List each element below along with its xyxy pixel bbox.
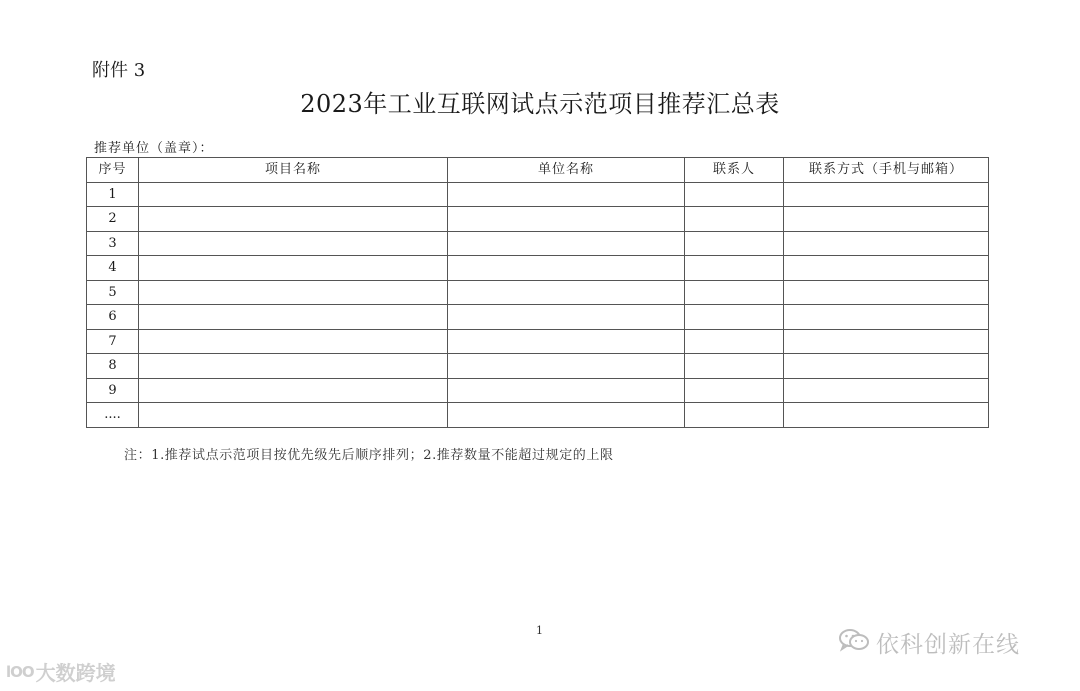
watermark-text: 依科创新在线: [876, 632, 1020, 658]
project-name-cell: [139, 256, 448, 281]
contact-method-cell: [784, 403, 989, 428]
project-name-cell: [139, 231, 448, 256]
contact-person-cell: [685, 280, 784, 305]
contact-person-cell: [685, 305, 784, 330]
project-name-cell: [139, 403, 448, 428]
watermark-brand: [6, 657, 116, 686]
project-name-cell: [139, 329, 448, 354]
contact-person-cell: [685, 403, 784, 428]
table-row: [87, 231, 989, 256]
unit-name-cell: [448, 329, 685, 354]
contact-method-cell: [784, 207, 989, 232]
recommending-unit-label: 推荐单位（盖章）：: [94, 141, 214, 156]
contact-method-cell: [784, 354, 989, 379]
row-number: 5: [87, 280, 139, 305]
unit-name-cell: [448, 231, 685, 256]
header-unit-name: 单位名称: [448, 158, 685, 183]
brand-logo-icon: lOO: [6, 662, 34, 681]
table-header-row: [87, 158, 989, 183]
project-name-cell: [139, 280, 448, 305]
project-name-cell: [139, 378, 448, 403]
footnote: 注：1.推荐试点示范项目按优先级先后顺序排列；2.推荐数量不能超过规定的上限: [124, 448, 614, 463]
table-row: [87, 354, 989, 379]
unit-name-cell: [448, 182, 685, 207]
summary-table: [86, 157, 989, 428]
table-row: [87, 305, 989, 330]
wechat-icon: [838, 627, 870, 659]
table-row: [87, 378, 989, 403]
row-number: 8: [87, 354, 139, 379]
contact-person-cell: [685, 207, 784, 232]
header-project-name: 项目名称: [139, 158, 448, 183]
project-name-cell: [139, 182, 448, 207]
header-contact-method: 联系方式（手机与邮箱）: [784, 158, 989, 183]
project-name-cell: [139, 354, 448, 379]
contact-method-cell: [784, 182, 989, 207]
row-number: 7: [87, 329, 139, 354]
watermark-wechat: [838, 626, 1020, 659]
unit-name-cell: [448, 305, 685, 330]
row-number: 2: [87, 207, 139, 232]
contact-person-cell: [685, 182, 784, 207]
contact-person-cell: [685, 329, 784, 354]
header-serial-number: 序号: [87, 158, 139, 183]
table-row: [87, 207, 989, 232]
row-number: 1: [87, 182, 139, 207]
table-row: [87, 403, 989, 428]
project-name-cell: [139, 305, 448, 330]
page-number: 1: [536, 624, 543, 637]
table-row: [87, 329, 989, 354]
unit-name-cell: [448, 207, 685, 232]
row-number: 9: [87, 378, 139, 403]
project-name-cell: [139, 207, 448, 232]
contact-person-cell: [685, 354, 784, 379]
row-number: 3: [87, 231, 139, 256]
row-number: 4: [87, 256, 139, 281]
contact-method-cell: [784, 305, 989, 330]
contact-method-cell: [784, 256, 989, 281]
contact-method-cell: [784, 280, 989, 305]
attachment-label: 附件 3: [92, 60, 146, 81]
document-title: 2023年工业互联网试点示范项目推荐汇总表: [300, 90, 780, 118]
row-number: ....: [87, 403, 139, 428]
header-contact-person: 联系人: [685, 158, 784, 183]
watermark-brand-text: 大数跨境: [35, 661, 116, 685]
row-number: 6: [87, 305, 139, 330]
contact-method-cell: [784, 378, 989, 403]
table-row: [87, 256, 989, 281]
table-row: [87, 182, 989, 207]
unit-name-cell: [448, 256, 685, 281]
unit-name-cell: [448, 280, 685, 305]
contact-method-cell: [784, 231, 989, 256]
contact-person-cell: [685, 231, 784, 256]
contact-person-cell: [685, 256, 784, 281]
unit-name-cell: [448, 354, 685, 379]
contact-method-cell: [784, 329, 989, 354]
table-row: [87, 280, 989, 305]
unit-name-cell: [448, 403, 685, 428]
contact-person-cell: [685, 378, 784, 403]
unit-name-cell: [448, 378, 685, 403]
